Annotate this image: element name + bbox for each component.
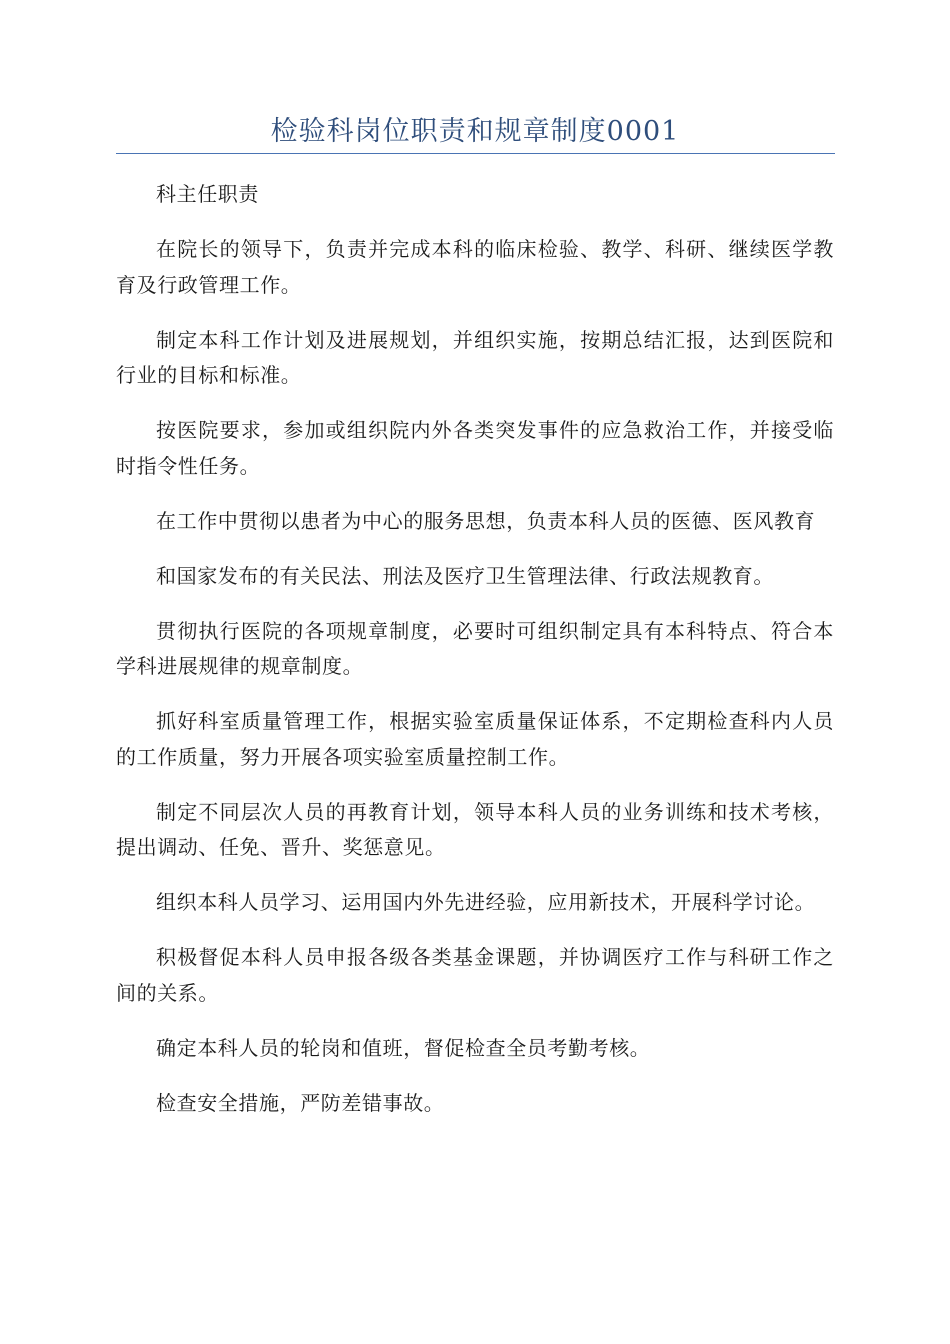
paragraph: 抓好科室质量管理工作，根据实验室质量保证体系，不定期检查科内人员的工作质量，努力开展各项实验室质量控制工作。 — [116, 709, 834, 769]
paragraph: 在院长的领导下，负责并完成本科的临床检验、教学、科研、继续医学教育及行政管理工作。 — [116, 237, 834, 297]
paragraph: 和国家发布的有关民法、刑法及医疗卫生管理法律、行政法规教育。 — [156, 563, 774, 588]
paragraph: 积极督促本科人员申报各级各类基金课题，并协调医疗工作与科研工作之间的关系。 — [116, 945, 834, 1005]
paragraph: 确定本科人员的轮岗和值班，督促检查全员考勤考核。 — [156, 1035, 651, 1060]
title-underline — [116, 153, 835, 154]
document-body — [116, 177, 834, 1141]
document-title: 检验科岗位职责和规章制度0001 — [270, 116, 680, 147]
paragraph: 制定本科工作计划及进展规划，并组织实施，按期总结汇报，达到医院和行业的目标和标准。 — [116, 327, 834, 387]
section-heading: 科主任职责 — [156, 182, 259, 206]
paragraph: 组织本科人员学习、运用国内外先进经验，应用新技术，开展科学讨论。 — [156, 890, 816, 914]
paragraph: 贯彻执行医院的各项规章制度，必要时可组织制定具有本科特点、符合本学科进展规律的规章制度。 — [116, 618, 834, 678]
paragraph: 按医院要求，参加或组织院内外各类突发事件的应急救治工作，并接受临时指令性任务。 — [116, 418, 834, 478]
paragraph: 在工作中贯彻以患者为中心的服务思想，负责本科人员的医德、医风教育 — [156, 508, 816, 533]
paragraph: 检查安全措施，严防差错事故。 — [156, 1090, 445, 1115]
paragraph: 制定不同层次人员的再教育计划，领导本科人员的业务训练和技术考核，提出调动、任免、晋升、奖惩意见。 — [116, 799, 834, 859]
